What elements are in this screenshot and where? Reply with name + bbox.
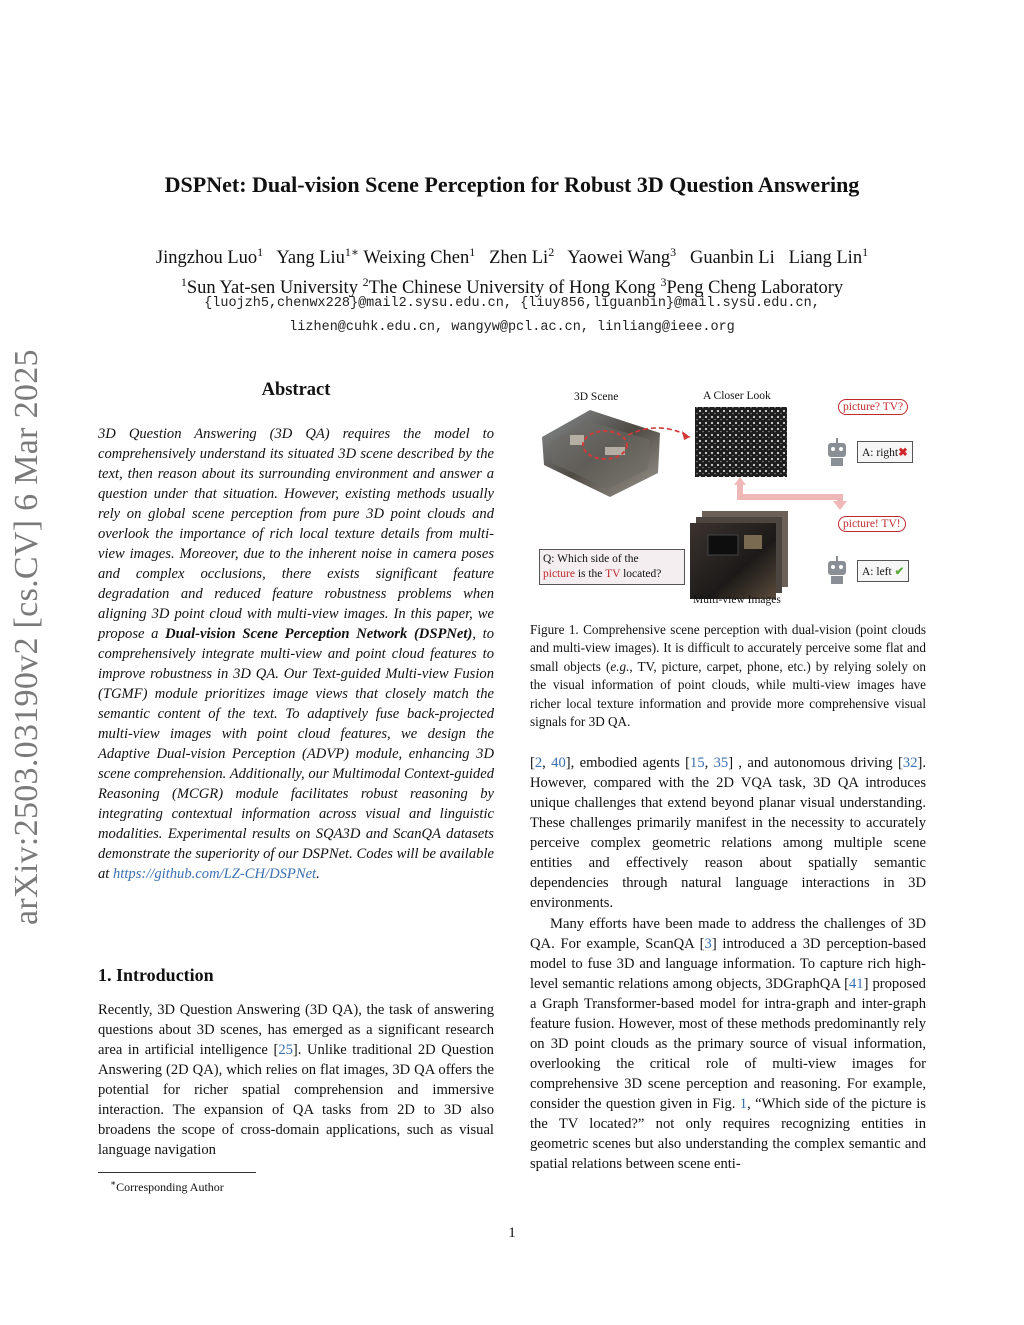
thought-bubble-bottom: picture! TV!	[838, 516, 906, 532]
closer-look-image	[695, 407, 787, 477]
abstract-heading: Abstract	[261, 380, 331, 400]
author-affil: 1	[257, 245, 264, 259]
page-number: 1	[508, 1225, 516, 1241]
right-column-text	[530, 753, 926, 1174]
label-3d-scene: 3D Scene	[574, 391, 619, 403]
multi-view-images	[690, 511, 788, 599]
caption-italic: e.g.	[610, 658, 630, 674]
citation-link[interactable]: 35	[713, 755, 729, 771]
affiliation: Peng Cheng Laboratory	[666, 278, 844, 299]
author-name: Zhen Li	[489, 248, 549, 269]
abstract-part: , to comprehensively integrate multi-view and point cloud features to improve robustness in 3D QA. Our Text-guided Multi-view Fusion (TGMF) module prioritizes image views that closely match the semantic content of the text. To adaptively fuse back-projected multi-view images with point cloud features, we design the Adaptive Dual-vision Perception (ADVP) module, enhancing 3D scene comprehension. Additionally, our Multimodal Context-guided Reasoning (MCGR) module facilitates robust reasoning by integrating contextual information across visual and linguistic modalities. Experimental results on SQA3D and ScanQA datasets demonstrate the superiority of our DSPNet. Codes will be available at	[98, 626, 494, 882]
footnote-mark: ∗	[110, 1178, 117, 1188]
author-list	[0, 240, 1024, 270]
citation-link[interactable]: 40	[551, 755, 566, 771]
footnote-rule	[98, 1172, 256, 1173]
caption-part: Figure 1. Comprehensive scene perception with dual-vision (point clouds and multi-view images). It is difficult to accurately perceive some flat and small objects (	[530, 622, 926, 674]
answer-text: A: right	[862, 447, 899, 459]
intro-part: ]. Unlike traditional 2D Question Answering (2D QA), which relies on flat images, 3D QA offers the potential for richer spatial comprehension and immersive interaction. The expansion of QA tasks from 2D to 3D also broadens the scope of cross-domain applications, such as visual language navigation	[98, 1042, 494, 1158]
author-name: Liang Lin	[788, 248, 863, 269]
email-line: lizhen@cuhk.edu.cn, wangyw@pcl.ac.cn, linliang@ieee.org	[289, 320, 735, 335]
question-highlight: TV	[605, 568, 621, 580]
citation-link[interactable]: 32	[902, 755, 918, 771]
robot-icon	[828, 438, 846, 466]
intro-part: Recently, 3D Question Answering (3D QA), the task of answering questions about 3D scenes, has emerged as a significant research area in artificial intelligence [	[98, 1002, 494, 1058]
label-multi-view: Multi-view Images	[693, 594, 781, 606]
answer-box-bottom	[857, 560, 909, 582]
author-name: Jingzhou Luo	[155, 248, 258, 269]
paragraph: [2, 40], embodied agents [15, 35] , and autonomous driving [32]. However, compared with the 2D VQA task, 3D QA introduces unique challenges that extend beyond planar visual understanding. These challenges primarily manifest in the necessity to accurately perceive complex geometric relations among multiple scene entities and effectively reason about spatially semantic dependencies through natural language interactions in 3D environments.	[530, 755, 926, 911]
intro-text	[98, 1000, 494, 1160]
abstract-part: 3D Question Answering (3D QA) requires the model to comprehensively understand its situated 3D scene described by the text, then reason about its surrounding environment and answer a question under that situation. However, existing methods usually rely on global scene perception from pure 3D point clouds and overlook the importance of rich local texture details from multi-view images. Moreover, due to the inherent noise in camera poses and complex occlusions, there exists significant feature degradation and reduced feature robustness problems when aligning 3D point cloud with multi-view images. In this paper, we propose a	[98, 426, 494, 642]
affiliation: Sun Yat-sen University	[186, 278, 358, 299]
label-closer-look: A Closer Look	[703, 390, 771, 402]
author-affil: 3	[670, 245, 677, 259]
author-affil: 1	[469, 245, 476, 259]
wrong-icon: ✖	[898, 447, 908, 459]
footnote	[110, 1178, 224, 1195]
abstract-bold: Dual-vision Scene Perception Network (DSPNet)	[165, 626, 473, 642]
figure-ref-link[interactable]: 1	[739, 1096, 748, 1112]
paragraph: Many efforts have been made to address the challenges of 3D QA. For example, ScanQA [3] introduced a 3D perception-based model to fuse 3D and language information. To capture rich high-level semantic relations among objects, 3DGraphQA [41] proposed a Graph Transformer-based model for intra-graph and inter-graph feature fusion. However, most of these methods predominantly rely on 3D point clouds as the primary source of visual information, overlooking the critical role of multi-view images for comprehensive 3D scene perception and reasoning. For example, consider the question given in Fig. 1, “Which side of the picture is the TV located?” not only requires recognizing entities in geometric scenes but also understanding the complex semantic and spatial relations between scene enti-	[530, 916, 926, 1172]
question-text: located?	[620, 568, 662, 580]
citation-link[interactable]: 2	[534, 755, 543, 771]
author-affil: 1	[862, 245, 869, 259]
author-name: Weixing Chen	[363, 248, 470, 269]
robot-icon	[828, 556, 846, 584]
arxiv-stamp: arXiv:2503.03190v2 [cs.CV] 6 Mar 2025	[8, 349, 45, 925]
question-highlight: picture	[543, 568, 575, 580]
author-name: Guanbin Li	[689, 248, 775, 269]
author-name: Yang Liu	[276, 248, 345, 269]
question-box	[539, 549, 685, 585]
affiliation: The Chinese University of Hong Kong	[368, 278, 656, 299]
caption-part: , TV, picture, carpet, phone, etc.) by relying solely on the visual information of point clouds, while multi-view images have richer local texture information and provide more comprehensive visual signals for 3D QA.	[530, 658, 926, 730]
thought-bubble-top: picture? TV?	[838, 399, 908, 415]
citation-link[interactable]: 41	[848, 976, 864, 992]
answer-text: A: left	[862, 566, 892, 578]
footnote-text: Corresponding Author	[116, 1180, 224, 1194]
affil-num: 2	[362, 275, 369, 290]
point-cloud-scene	[542, 410, 660, 497]
abstract-text	[98, 424, 494, 884]
question-line	[543, 567, 681, 582]
author-affil: 2	[548, 245, 555, 259]
paper-title: DSPNet: Dual-vision Scene Perception for Robust 3D Question Answering	[164, 172, 860, 197]
email-block	[0, 292, 1024, 340]
affil-num: 3	[660, 275, 667, 290]
question-text: is the	[574, 568, 606, 580]
affil-num: 1	[180, 275, 187, 290]
figure-caption	[530, 621, 926, 731]
author-name: Yaowei Wang	[567, 248, 671, 269]
figure-1	[530, 385, 930, 615]
abstract-part: .	[316, 866, 320, 882]
answer-box-top	[857, 441, 913, 463]
author-affil: 1∗	[344, 245, 360, 259]
check-icon: ✔	[894, 566, 905, 578]
citation-link[interactable]: 25	[278, 1042, 293, 1058]
citation-link[interactable]: 3	[704, 936, 712, 952]
citation-link[interactable]: 15	[690, 755, 705, 771]
intro-heading: 1. Introduction	[98, 965, 214, 985]
code-link[interactable]: https://github.com/LZ-CH/DSPNet	[113, 866, 317, 882]
question-text: Q: Which side of the	[543, 553, 639, 565]
email-line: {luojzh5,chenwx228}@mail2.sysu.edu.cn, {liuy856,liguanbin}@mail.sysu.edu.cn,	[204, 296, 820, 311]
